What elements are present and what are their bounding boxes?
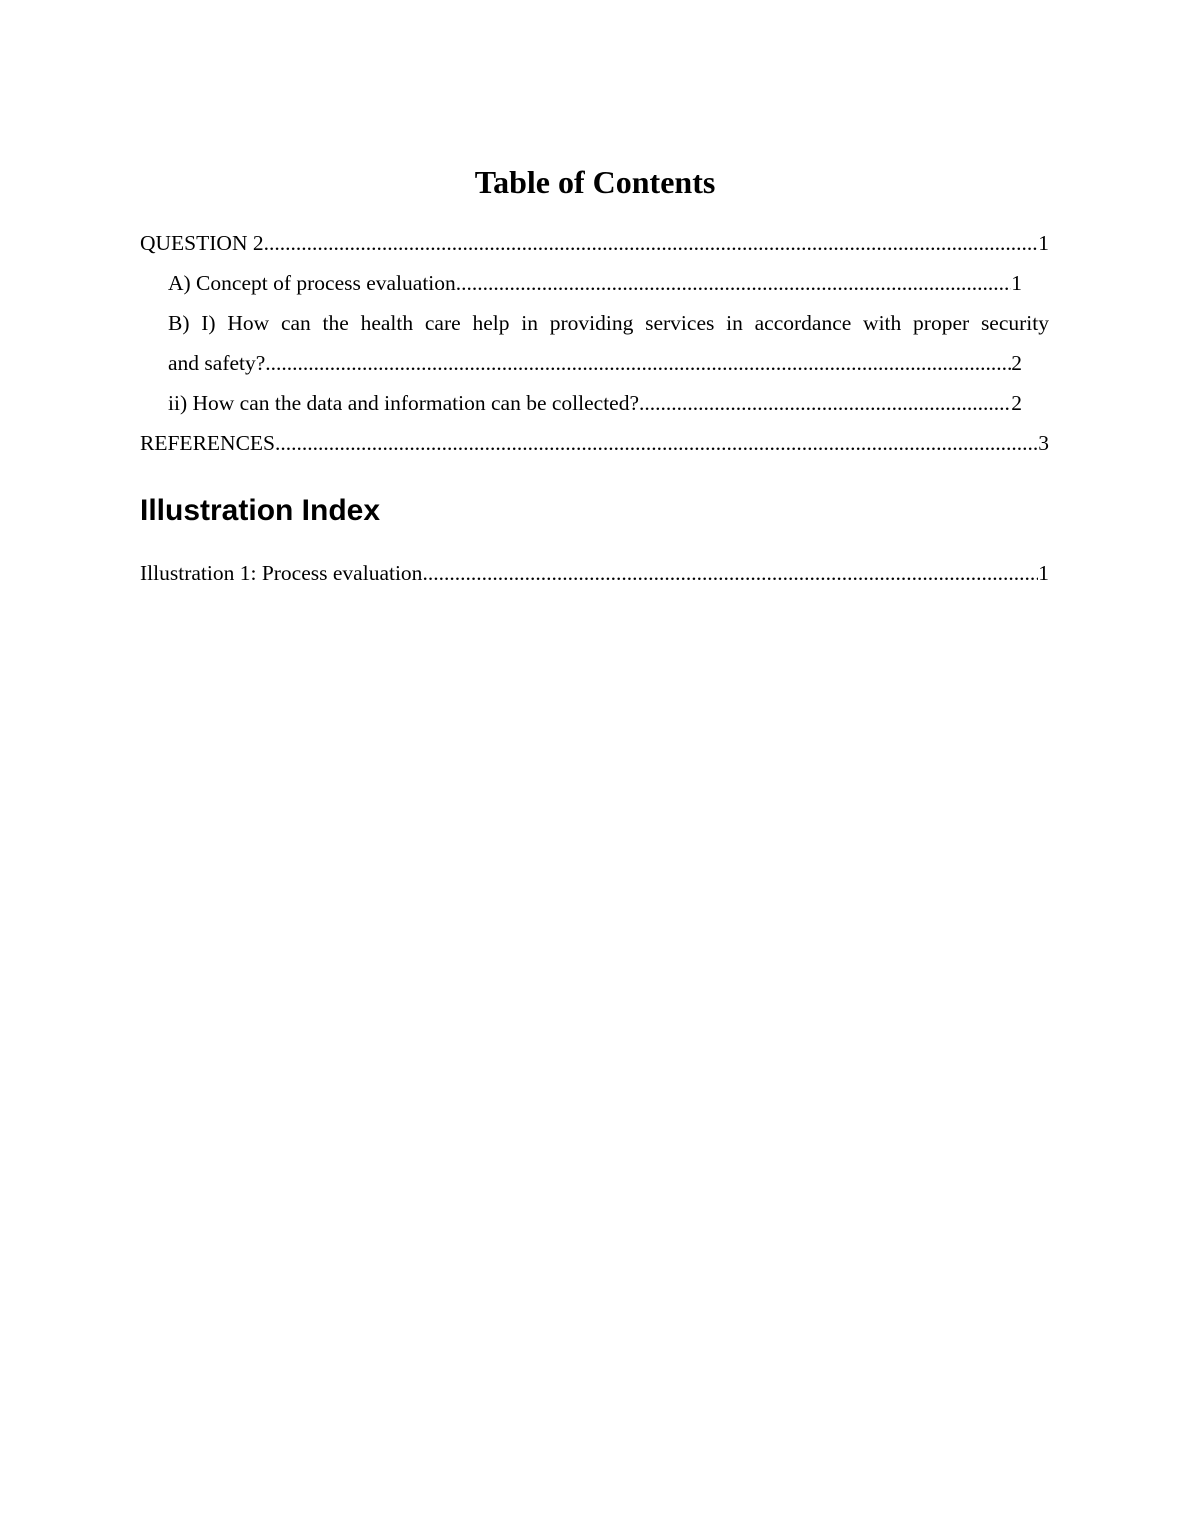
dot-leader	[422, 553, 1038, 593]
dot-leader	[264, 223, 1039, 263]
toc-entry-health-care-line2[interactable]	[168, 343, 1022, 383]
toc-entry-concept-process-evaluation[interactable]	[168, 263, 1022, 303]
toc-entry-label: REFERENCES	[140, 431, 275, 455]
toc-title: Table of Contents	[474, 164, 716, 200]
toc-entry-page: 3	[1038, 431, 1049, 455]
illustration-entry-label: Illustration 1: Process evaluation	[140, 561, 423, 585]
toc-entry-page: 1	[1011, 271, 1022, 295]
toc-entry-references[interactable]	[140, 423, 1049, 463]
toc-entry-page: 1	[1038, 231, 1049, 255]
toc-entry-question-2[interactable]	[140, 223, 1049, 263]
toc-entry-label: and safety?	[168, 351, 266, 375]
dot-leader	[265, 343, 1011, 383]
toc-entry-data-collection[interactable]	[168, 383, 1022, 423]
illustration-entry-page: 1	[1038, 561, 1049, 585]
dot-leader	[275, 423, 1038, 463]
toc-entry-page: 2	[1011, 391, 1022, 415]
toc-entry-label: QUESTION 2	[140, 231, 264, 255]
illustration-entry-1[interactable]	[140, 553, 1049, 593]
toc-entry-page: 2	[1011, 351, 1022, 375]
dot-leader	[639, 383, 1011, 423]
toc-entry-label: ii) How can the data and information can be collected?	[168, 391, 640, 415]
dot-leader	[456, 263, 1011, 303]
toc-entry-health-care-line1[interactable]: B) I) How can the health care help in providing services in accordance with proper security	[168, 311, 1049, 335]
toc-entry-label: A) Concept of process evaluation	[168, 271, 456, 295]
illustration-index-title: Illustration Index	[140, 494, 381, 527]
